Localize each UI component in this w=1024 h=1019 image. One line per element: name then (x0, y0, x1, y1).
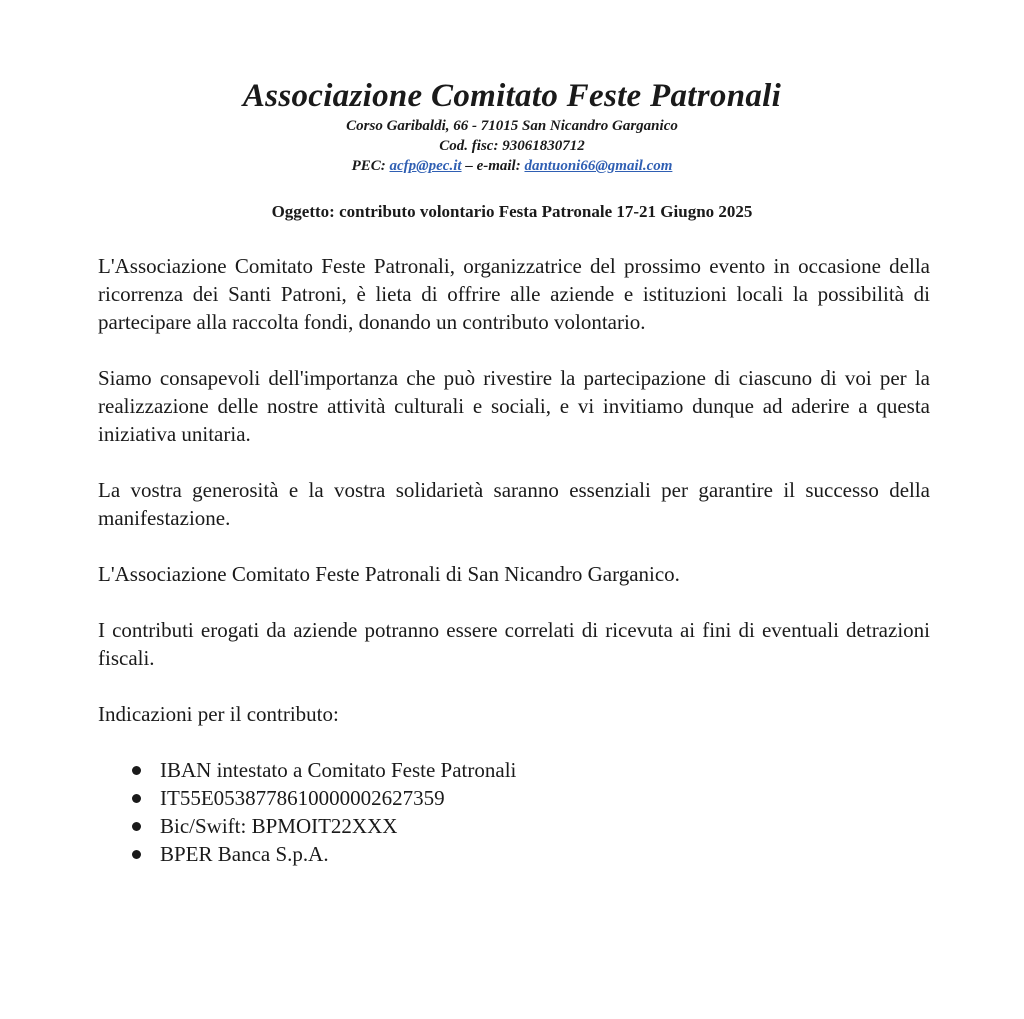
paragraph-generosity: La vostra generosità e la vostra solidarietà saranno essenziali per garantire il successo della manifestazione. (98, 478, 930, 530)
list-item (98, 784, 930, 812)
letter-subject: Oggetto: contributo volontario Festa Patronale 17-21 Giugno 2025 (271, 202, 753, 221)
contact-line (0, 156, 1024, 176)
bullet-icon (132, 794, 141, 803)
letterhead (0, 76, 1024, 176)
list-item-text: Bic/Swift: BPMOIT22XXX (160, 814, 398, 838)
pec-label: PEC: (351, 158, 390, 174)
list-item-text: IBAN intestato a Comitato Feste Patronali (160, 758, 517, 782)
organization-address: Corso Garibaldi, 66 - 71015 San Nicandro Garganico (346, 118, 678, 134)
email-separator: – e-mail: (461, 158, 525, 174)
paragraph-intro: L'Associazione Comitato Feste Patronali, organizzatrice del prossimo evento in occasione della ricorrenza dei Santi Patroni, è lieta di offrire alle aziende e istituzioni locali la possibilità di partecipare alla raccolta fondi, donando un contributo volontario. (98, 254, 930, 334)
email-link[interactable]: dantuoni66@gmail.com (524, 158, 673, 174)
list-item-text: BPER Banca S.p.A. (160, 842, 329, 866)
bullet-icon (132, 850, 141, 859)
paragraph-tax: I contributi erogati da aziende potranno essere correlati di ricevuta ai fini di eventuali detrazioni fiscali. (98, 618, 930, 670)
bullet-icon (132, 822, 141, 831)
list-item (98, 756, 930, 784)
list-item-text: IT55E0538778610000002627359 (160, 786, 445, 810)
paragraph-awareness: Siamo consapevoli dell'importanza che può rivestire la partecipazione di ciascuno di voi per la realizzazione delle nostre attività culturali e sociali, e vi invitiamo dunque ad aderire a questa iniziativa unitaria. (98, 366, 930, 446)
paragraph-signature: L'Associazione Comitato Feste Patronali di San Nicandro Garganico. (98, 562, 680, 586)
bullet-icon (132, 766, 141, 775)
list-item (98, 812, 930, 840)
letter-body (98, 252, 930, 868)
pec-email-link[interactable]: acfp@pec.it (389, 158, 462, 174)
list-item (98, 840, 930, 868)
paragraph-instructions: Indicazioni per il contributo: (98, 702, 339, 726)
payment-details-list (98, 756, 930, 868)
fiscal-code: Cod. fisc: 93061830712 (439, 138, 585, 154)
organization-title: Associazione Comitato Feste Patronali (242, 78, 782, 114)
